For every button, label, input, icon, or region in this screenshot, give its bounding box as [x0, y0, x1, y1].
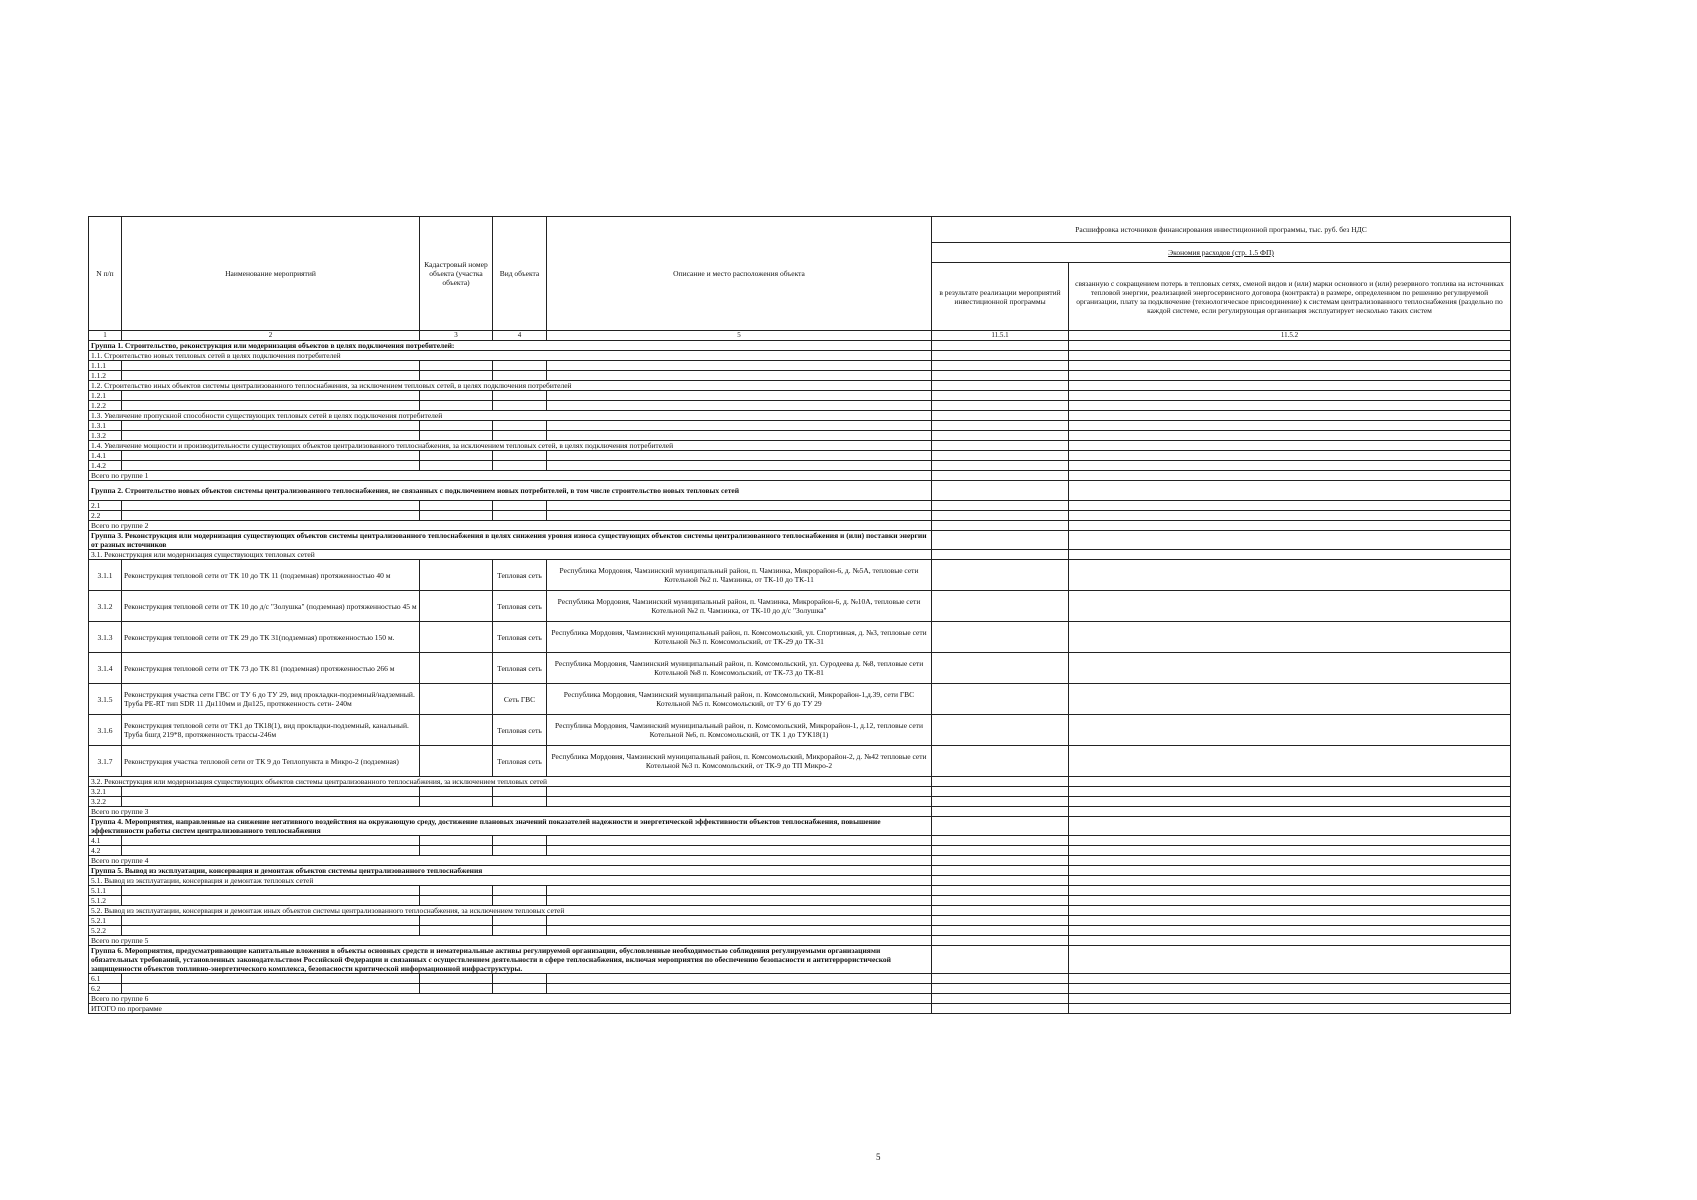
col-number: 5 — [547, 331, 932, 341]
table-row — [89, 653, 1511, 684]
row-number: 1.1.2 — [89, 371, 122, 381]
savings-related — [1069, 746, 1511, 777]
group-total: Всего по группе 3 — [89, 807, 932, 817]
row-number: 5.2.1 — [89, 916, 122, 926]
row-number: 3.1.1 — [89, 560, 122, 591]
row-number: 3.2.2 — [89, 797, 122, 807]
object-description: Республика Мордовия, Чамзинский муниципальный район, п. Комсомольский, Микрорайон-1,д.39, сети ГВС Котельной №5 п. Комсомольский, от ТУ 6 до ТУ 29 — [547, 684, 932, 715]
row-number: 3.1.2 — [89, 591, 122, 622]
group-total: Всего по группе 1 — [89, 471, 932, 481]
row-number: 3.1.4 — [89, 653, 122, 684]
cadastral-number — [420, 622, 493, 653]
header-result: в результате реализации мероприятий инвестиционной программы — [932, 263, 1069, 331]
table-row — [89, 684, 1511, 715]
group-3-items — [89, 560, 1511, 777]
row-number: 3.1.5 — [89, 684, 122, 715]
measure-name: Реконструкция тепловой сети от ТК 73 до ТК 81 (подземная) протяженностью 266 м — [122, 653, 420, 684]
subgroup-heading: 5.1. Вывод из эксплуатации, консервация и демонтаж тепловых сетей — [89, 876, 932, 886]
row-number: 1.3.1 — [89, 421, 122, 431]
row-number: 5.1.2 — [89, 896, 122, 906]
header-cadastral: Кадастровый номер объекта (участка объекта) — [420, 217, 493, 331]
savings-related — [1069, 591, 1511, 622]
row-number: 6.2 — [89, 984, 122, 994]
cadastral-number — [420, 653, 493, 684]
col-number: 3 — [420, 331, 493, 341]
group-heading: Группа 1. Строительство, реконструкция или модернизация объектов в целях подключения потребителей: — [89, 341, 932, 351]
measure-name: Реконструкция участка тепловой сети от ТК 9 до Теплопункта в Микро-2 (подземная) — [122, 746, 420, 777]
cadastral-number — [420, 746, 493, 777]
group-heading: Группа 4. Мероприятия, направленные на снижение негативного воздействия на окружающую среду, достижение плановых значений показателей надежности и энергетической эффективности объектов теплоснабжения, повышение эффективности работы систем централизованного теплоснабжения — [89, 817, 932, 836]
row-number: 2.2 — [89, 511, 122, 521]
object-description: Республика Мордовия, Чамзинский муниципальный район, п. Чамзинка, Микрорайон-6, д. №10А, тепловые сети Котельной №2 п. Чамзинка, от ТК-10 до д/с "Золушка" — [547, 591, 932, 622]
investment-program-table — [88, 216, 1510, 1014]
savings-related — [1069, 560, 1511, 591]
row-number: 1.2.1 — [89, 391, 122, 401]
object-type: Тепловая сеть — [493, 653, 547, 684]
cadastral-number — [420, 715, 493, 746]
row-number: 5.2.2 — [89, 926, 122, 936]
object-type: Тепловая сеть — [493, 560, 547, 591]
object-type: Тепловая сеть — [493, 715, 547, 746]
subgroup-heading: 1.4. Увеличение мощности и производительности существующих объектов централизованного теплоснабжения, за исключением тепловых сетей, в целях подключения потребителей — [89, 441, 932, 451]
group-total: Всего по группе 2 — [89, 521, 932, 531]
subgroup-heading: 1.1. Строительство новых тепловых сетей в целях подключения потребителей — [89, 351, 932, 361]
table-row — [89, 560, 1511, 591]
table-row — [89, 715, 1511, 746]
group-total: Всего по группе 5 — [89, 936, 932, 946]
table-row — [89, 746, 1511, 777]
savings-result — [932, 622, 1069, 653]
row-number: 1.4.2 — [89, 461, 122, 471]
row-number: 1.1.1 — [89, 361, 122, 371]
subgroup-heading: 3.2. Реконструкция или модернизация существующих объектов системы централизованного теплоснабжения, за исключением тепловых сетей — [89, 777, 932, 787]
row-number: 4.2 — [89, 846, 122, 856]
row-number: 1.4.1 — [89, 451, 122, 461]
subgroup-heading: 3.1. Реконструкция или модернизация существующих тепловых сетей — [89, 550, 932, 560]
row-number: 2.1 — [89, 501, 122, 511]
cadastral-number — [420, 684, 493, 715]
cadastral-number — [420, 560, 493, 591]
group-total: Всего по группе 6 — [89, 994, 932, 1004]
header-name: Наименование мероприятий — [122, 217, 420, 331]
col-number: 11.5.1 — [932, 331, 1069, 341]
object-description: Республика Мордовия, Чамзинский муниципальный район, п. Комсомольский, ул. Спортивная, д. №3, тепловые сети Котельной №3 п. Комсомольский, от ТК-29 до ТК-31 — [547, 622, 932, 653]
col-number: 4 — [493, 331, 547, 341]
table-row — [89, 622, 1511, 653]
header-type: Вид объекта — [493, 217, 547, 331]
savings-related — [1069, 715, 1511, 746]
measure-name: Реконструкция тепловой сети от ТК 10 до д/с "Золушка" (подземная) протяженностью 45 м — [122, 591, 420, 622]
header-related: связанную с сокращением потерь в тепловых сетях, сменой видов и (или) марки основного и (или) резервного топлива на источниках тепловой энергии, реализацией энергосервисного договора (контракта) в размере, определенном по решению регулируемой организации, плату за подключение (технологическое присоединение) к системам централизованного теплоснабжения (раздельно по каждой системе, если регулирующая организация эксплуатирует несколько таких систем — [1069, 263, 1511, 331]
object-type: Тепловая сеть — [493, 622, 547, 653]
savings-result — [932, 715, 1069, 746]
col-number: 1 — [89, 331, 122, 341]
object-description: Республика Мордовия, Чамзинский муниципальный район, п. Комсомольский, Микрорайон-2, д. №42 тепловые сети Котельной №3 п. Комсомольский, от ТК-9 до ТП Микро-2 — [547, 746, 932, 777]
savings-result — [932, 653, 1069, 684]
col-number: 2 — [122, 331, 420, 341]
cadastral-number — [420, 591, 493, 622]
group-total: Всего по группе 4 — [89, 856, 932, 866]
column-numbers-row — [89, 331, 1511, 341]
page-number: 5 — [876, 1152, 881, 1162]
row-number: 3.1.6 — [89, 715, 122, 746]
object-type: Тепловая сеть — [493, 591, 547, 622]
row-number: 3.1.7 — [89, 746, 122, 777]
object-description: Республика Мордовия, Чамзинский муниципальный район, п. Комсомольский, ул. Суродеева д. №8, тепловые сети Котельной №8 п. Комсомольский, от ТК-73 до ТК-81 — [547, 653, 932, 684]
savings-result — [932, 746, 1069, 777]
group-heading: Группа 3. Реконструкция или модернизация существующих объектов системы централизованного теплоснабжения в целях снижения уровня износа существующих объектов системы централизованного теплоснабжения и (или) поставки энергии от разных источников — [89, 531, 932, 550]
group-heading: Группа 2. Строительство новых объектов системы централизованного теплоснабжения, не связанных с подключением новых потребителей, в том числе строительство новых тепловых сетей — [89, 481, 932, 501]
object-type: Сеть ГВС — [493, 684, 547, 715]
row-number: 3.2.1 — [89, 787, 122, 797]
measure-name: Реконструкция тепловой сети от ТК 29 до ТК 31(подземная) протяженностью 150 м. — [122, 622, 420, 653]
measure-name: Реконструкция участка сети ГВС от ТУ 6 до ТУ 29, вид прокладки-подземный/надземный. Труба PE-RT тип SDR 11 Дн110мм и Дн125, протяженность сети- 240м — [122, 684, 420, 715]
group-heading: Группа 5. Вывод из эксплуатации, консервация и демонтаж объектов системы централизованного теплоснабжения — [89, 866, 932, 876]
savings-related — [1069, 653, 1511, 684]
savings-result — [932, 684, 1069, 715]
col-number: 11.5.2 — [1069, 331, 1511, 341]
savings-result — [932, 591, 1069, 622]
subgroup-heading: 1.3. Увеличение пропускной способности существующих тепловых сетей в целях подключения потребителей — [89, 411, 932, 421]
row-number: 4.1 — [89, 836, 122, 846]
group-heading: Группа 6. Мероприятия, предусматривающие капитальные вложения в объекты основных средств и нематериальные активы регулируемой организации, обусловленные необходимостью соблюдения регулируемыми организациями обязательных требований, установленных законодательством Российской Федерации и связанных с осуществлением деятельности в сфере теплоснабжения, включая мероприятия по обеспечению безопасности и антитеррористической защищенности объектов топливно-энергетического комплекса, безопасности критической информационной инфраструктуры. — [89, 946, 932, 974]
row-number: 1.2.2 — [89, 401, 122, 411]
header-financing: Расшифровка источников финансирования инвестиционной программы, тыс. руб. без НДС — [932, 217, 1511, 243]
object-description: Республика Мордовия, Чамзинский муниципальный район, п. Комсомольский, Микрорайон-1, д.12, тепловые сети Котельной №6, п. Комсомольский, от ТК 1 до ТУК18(1) — [547, 715, 932, 746]
row-number: 6.1 — [89, 974, 122, 984]
row-number: 5.1.1 — [89, 886, 122, 896]
program-total: ИТОГО по программе — [89, 1004, 932, 1014]
object-type: Тепловая сеть — [493, 746, 547, 777]
row-number: 1.3.2 — [89, 431, 122, 441]
table-row — [89, 591, 1511, 622]
measure-name: Реконструкция тепловой сети от ТК1 до ТК18(1), вид прокладки-подземный, канальный. Труба бшгд 219*8, протяженность трассы-246м — [122, 715, 420, 746]
header-description: Описание и место расположения объекта — [547, 217, 932, 331]
row-number: 3.1.3 — [89, 622, 122, 653]
savings-result — [932, 560, 1069, 591]
object-description: Республика Мордовия, Чамзинский муниципальный район, п. Чамзинка, Микрорайон-6, д. №5А, тепловые сети Котельной №2 п. Чамзинка, от ТК-10 до ТК-11 — [547, 560, 932, 591]
savings-related — [1069, 622, 1511, 653]
savings-related — [1069, 684, 1511, 715]
measure-name: Реконструкция тепловой сети от ТК 10 до ТК 11 (подземная) протяженностью 40 м — [122, 560, 420, 591]
header-savings: Экономия расходов (стр. 1.5 ФП) — [932, 243, 1511, 263]
subgroup-heading: 5.2. Вывод из эксплуатации, консервация и демонтаж иных объектов системы централизованного теплоснабжения, за исключением тепловых сетей — [89, 906, 932, 916]
subgroup-heading: 1.2. Строительство иных объектов системы централизованного теплоснабжения, за исключением тепловых сетей, в целях подключения потребителей — [89, 381, 932, 391]
header-num: N п/п — [89, 217, 122, 331]
